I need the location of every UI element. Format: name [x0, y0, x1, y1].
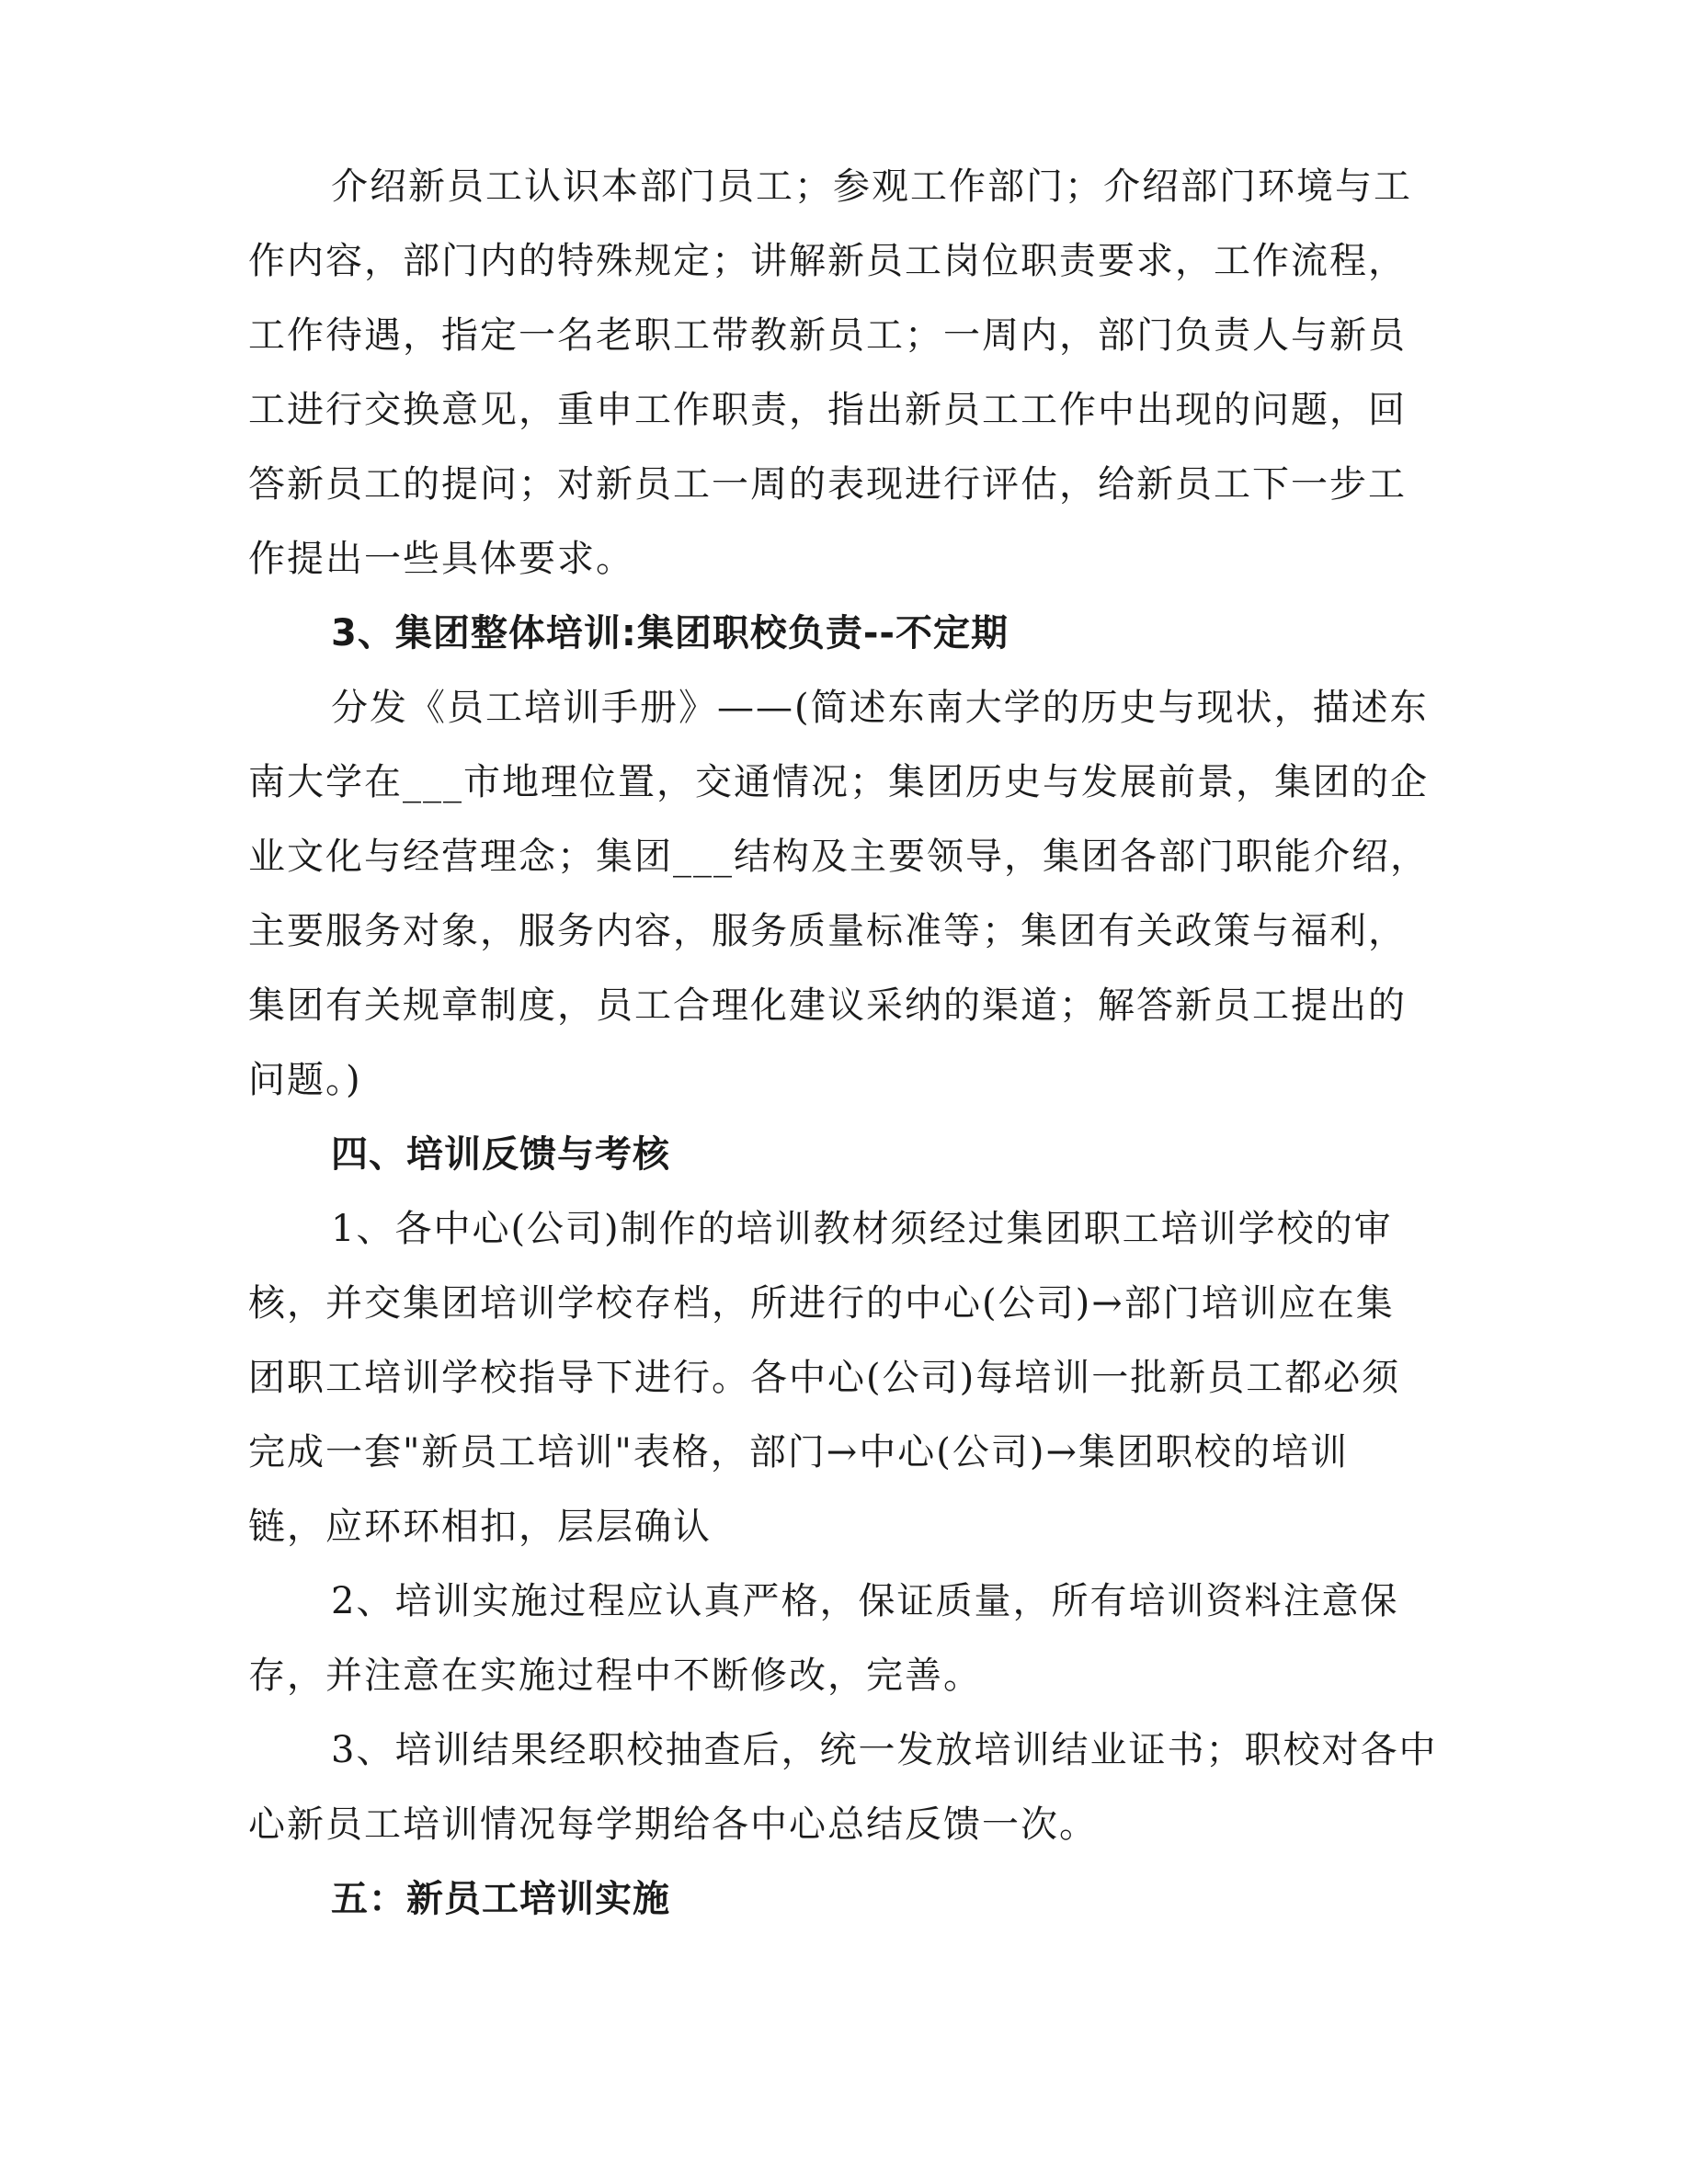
- paragraph-line: 南大学在___市地理位置，交通情况；集团历史与发展前景，集团的企: [248, 761, 1429, 803]
- section-heading: 五：新员工培训实施: [331, 1878, 670, 1920]
- paragraph-line: 2、培训实施过程应认真严格，保证质量，所有培训资料注意保: [331, 1580, 1399, 1622]
- section-heading: 四、培训反馈与考核: [331, 1133, 670, 1176]
- paragraph-line: 团职工培训学校指导下进行。各中心(公司)每培训一批新员工都必须: [248, 1357, 1401, 1399]
- paragraph-line: 完成一套"新员工培训"表格，部门→中心(公司)→集团职校的培训: [248, 1431, 1350, 1473]
- paragraph-line: 工作待遇，指定一名老职工带教新员工；一周内，部门负责人与新员: [248, 314, 1407, 357]
- document-body: [248, 150, 1438, 1937]
- paragraph-line: 链，应环环相扣，层层确认: [248, 1506, 712, 1548]
- paragraph-line: 存，并注意在实施过程中不断修改，完善。: [248, 1655, 982, 1697]
- paragraph-line: 分发《员工培训手册》——(简述东南大学的历史与现状，描述东: [331, 687, 1429, 729]
- paragraph-line: 核，并交集团培训学校存档，所进行的中心(公司)→部门培训应在集: [248, 1282, 1395, 1325]
- paragraph-line: 问题。): [248, 1059, 362, 1101]
- paragraph-line: 工进行交换意见，重申工作职责，指出新员工工作中出现的问题，回: [248, 389, 1407, 431]
- paragraph-line: 作内容，部门内的特殊规定；讲解新员工岗位职责要求，工作流程，: [248, 240, 1407, 282]
- paragraph-line: 集团有关规章制度，员工合理化建议采纳的渠道；解答新员工提出的: [248, 984, 1407, 1027]
- paragraph-line: 业文化与经营理念；集团___结构及主要领导，集团各部门职能介绍，: [248, 836, 1429, 878]
- paragraph-line: 答新员工的提问；对新员工一周的表现进行评估，给新员工下一步工: [248, 463, 1407, 506]
- paragraph-line: 心新员工培训情况每学期给各中心总结反馈一次。: [248, 1803, 1098, 1846]
- paragraph-line: 3、培训结果经职校抽查后，统一发放培训结业证书；职校对各中: [331, 1729, 1438, 1771]
- paragraph-line: 介绍新员工认识本部门员工；参观工作部门；介绍部门环境与工: [331, 165, 1412, 208]
- paragraph-line: 作提出一些具体要求。: [248, 538, 634, 580]
- paragraph-line: 1、各中心(公司)制作的培训教材须经过集团职工培训学校的审: [331, 1208, 1393, 1250]
- section-heading: 3、集团整体培训:集团职校负责--不定期: [331, 612, 1009, 654]
- paragraph-line: 主要服务对象，服务内容，服务质量标准等；集团有关政策与福利，: [248, 910, 1407, 952]
